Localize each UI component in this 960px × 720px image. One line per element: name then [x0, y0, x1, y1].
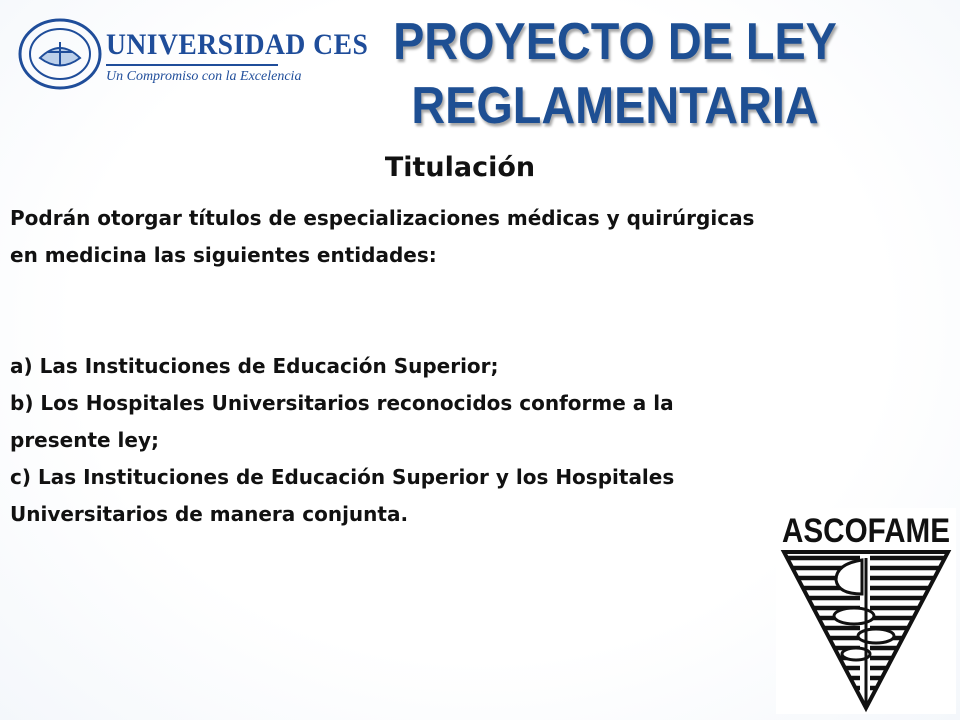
intro-line-2: en medicina las siguientes entidades:: [10, 243, 437, 267]
universidad-ces-logo: [14, 14, 369, 94]
list-item-c-line-2: Universitarios de manera conjunta.: [10, 502, 409, 526]
list-item-a: a) Las Instituciones de Educación Superior;: [10, 354, 499, 378]
section-subtitle: Titulación: [384, 152, 536, 183]
seal-icon: [18, 18, 102, 90]
logo-name: UNIVERSIDAD CES: [106, 28, 369, 61]
logo-divider: [106, 64, 278, 66]
paragraph-spacer: [10, 274, 890, 348]
intro-line-1: Podrán otorgar títulos de especializaciones médicas y quirúrgicas: [10, 206, 755, 230]
logo-tagline: Un Compromiso con la Excelencia: [106, 69, 302, 84]
list-item-b-line-2: presente ley;: [10, 428, 159, 452]
ascofame-label: ASCOFAME: [782, 512, 950, 550]
ascofame-logo: [776, 508, 956, 714]
slide-title: [359, 10, 872, 138]
body-text: [10, 200, 890, 533]
list-item-b-line-1: b) Los Hospitales Universitarios reconocidos conforme a la: [10, 391, 674, 415]
title-line-1: PROYECTO DE LEY: [393, 13, 837, 71]
title-line-2: REGLAMENTARIA: [411, 77, 819, 135]
list-item-c-line-1: c) Las Instituciones de Educación Superior y los Hospitales: [10, 465, 675, 489]
